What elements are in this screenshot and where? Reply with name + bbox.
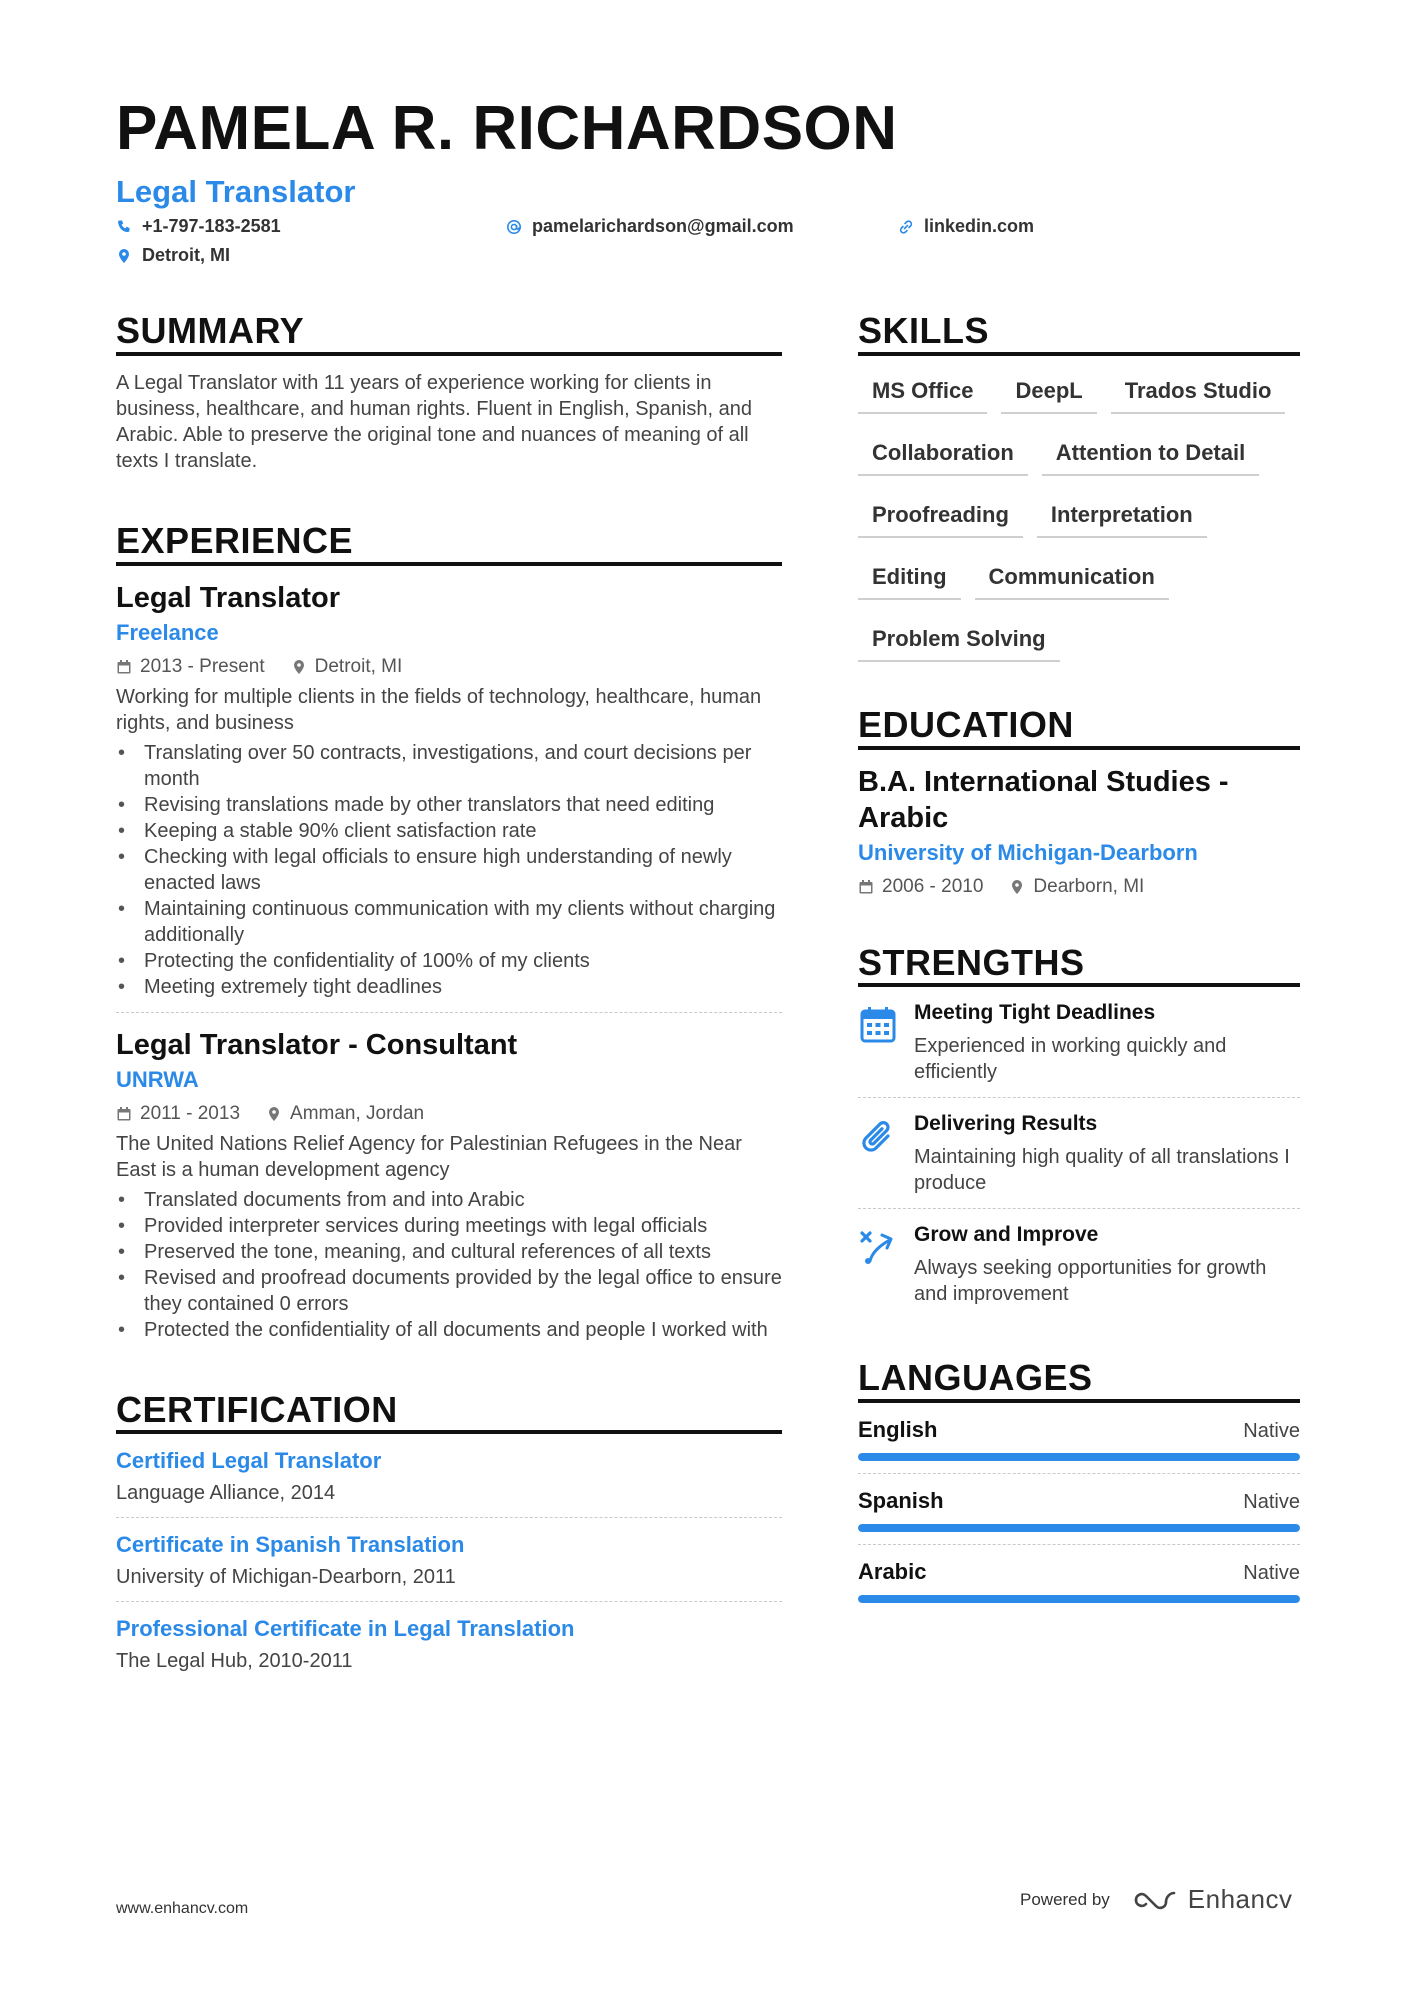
calendar-icon	[858, 879, 874, 895]
list-item: • Revising translations made by other translators that need editing	[116, 792, 782, 818]
language-item	[858, 1417, 1300, 1461]
enhancv-logo-icon	[1132, 1888, 1178, 1912]
list-item: • Protecting the confidentiality of 100% of my clients	[116, 948, 782, 974]
list-item: • Revised and proofread documents provided by the legal office to ensure they contained 0 errors	[116, 1265, 782, 1317]
divider	[858, 1544, 1300, 1545]
skill-tag: MS Office	[858, 370, 987, 414]
powered-by-text: Powered by	[1020, 1889, 1110, 1909]
language-level: Native	[1243, 1491, 1300, 1514]
divider	[116, 1517, 782, 1518]
job-location	[291, 656, 403, 678]
summary-heading: SUMMARY	[116, 312, 782, 356]
education-location	[1009, 876, 1144, 898]
link-text: linkedin.com	[924, 216, 1035, 236]
languages-section	[858, 1359, 1300, 1603]
skills-heading: SKILLS	[858, 312, 1300, 356]
skill-tag: Editing	[858, 556, 961, 600]
job-company: UNRWA	[116, 1066, 199, 1092]
list-item: • Meeting extremely tight deadlines	[116, 974, 782, 1000]
cert-detail: The Legal Hub, 2010-2011	[116, 1650, 353, 1673]
cert-name: Professional Certificate in Legal Translation	[116, 1616, 575, 1642]
language-item	[858, 1488, 1300, 1532]
phone-text: +1-797-183-2581	[142, 216, 281, 236]
experience-section	[116, 519, 782, 1343]
contact-email[interactable]	[506, 216, 794, 237]
footer-branding[interactable]	[1020, 1884, 1292, 1915]
strength-title: Meeting Tight Deadlines	[914, 1001, 1156, 1025]
cert-item	[116, 1532, 782, 1589]
strength-title: Delivering Results	[914, 1112, 1098, 1136]
education-dates-text: 2006 - 2010	[882, 875, 984, 897]
job-dates	[116, 656, 265, 678]
location-pin-icon	[116, 248, 132, 264]
education-heading: EDUCATION	[858, 706, 1300, 750]
candidate-name: PAMELA R. RICHARDSON	[116, 94, 898, 163]
education-location-text: Dearborn, MI	[1033, 875, 1145, 897]
education-meta	[858, 876, 1300, 898]
job-title: Legal Translator - Consultant	[116, 1028, 518, 1061]
job-bullets	[116, 740, 782, 1000]
calendar-icon	[858, 1005, 898, 1045]
job-dates-text: 2011 - 2013	[140, 1102, 241, 1124]
brand-name: Enhancv	[1187, 1884, 1293, 1914]
job-meta	[116, 656, 782, 678]
left-column	[116, 312, 782, 1673]
strength-title: Grow and Improve	[914, 1223, 1099, 1247]
skill-tag: Interpretation	[1037, 494, 1207, 538]
divider	[858, 1473, 1300, 1474]
language-level: Native	[1243, 1420, 1300, 1443]
language-name: Spanish	[858, 1488, 944, 1514]
language-bar-fill	[858, 1595, 1300, 1603]
location-pin-icon	[1009, 879, 1025, 895]
list-item: • Protected the confidentiality of all documents and people I worked with	[116, 1317, 782, 1343]
calendar-icon	[116, 659, 132, 675]
skill-tag: Problem Solving	[858, 618, 1060, 662]
strength-item	[858, 1112, 1300, 1196]
footer-website[interactable]: www.enhancv.com	[116, 1900, 249, 1917]
divider	[116, 1012, 782, 1013]
strength-description: Experienced in working quickly and efficiently	[914, 1035, 1227, 1084]
certification-section	[116, 1388, 782, 1674]
job-location	[266, 1103, 424, 1125]
strengths-section	[858, 941, 1300, 1308]
language-level: Native	[1243, 1562, 1300, 1585]
job-description: The United Nations Relief Agency for Palestinian Refugees in the Near East is a human development agency	[116, 1132, 742, 1181]
strength-item	[858, 1001, 1300, 1085]
at-icon	[506, 219, 522, 235]
divider	[858, 1208, 1300, 1209]
calendar-icon	[116, 1106, 132, 1122]
email-text: pamelarichardson@gmail.com	[532, 216, 794, 236]
location-pin-icon	[291, 659, 307, 675]
brand-logo	[1132, 1884, 1293, 1915]
education-dates	[858, 876, 983, 898]
skill-tag: Attention to Detail	[1042, 432, 1259, 476]
right-column	[858, 312, 1300, 1603]
phone-icon	[116, 219, 132, 235]
language-bar-fill	[858, 1453, 1300, 1461]
job-location-text: Amman, Jordan	[290, 1102, 425, 1124]
strategy-icon	[858, 1227, 898, 1267]
experience-heading: EXPERIENCE	[116, 522, 782, 566]
summary-section	[116, 312, 782, 474]
strengths-heading: STRENGTHS	[858, 944, 1300, 988]
skills-list	[858, 370, 1300, 662]
skill-tag: Communication	[975, 556, 1169, 600]
language-bar-fill	[858, 1524, 1300, 1532]
skill-tag: Trados Studio	[1111, 370, 1286, 414]
list-item: • Preserved the tone, meaning, and cultural references of all texts	[116, 1239, 782, 1265]
list-item: • Translating over 50 contracts, investigations, and court decisions per month	[116, 740, 782, 792]
list-item: • Keeping a stable 90% client satisfaction rate	[116, 818, 782, 844]
degree-title: B.A. International Studies - Arabic	[858, 765, 1229, 834]
language-name: English	[858, 1417, 938, 1443]
job-dates-text: 2013 - Present	[140, 655, 265, 677]
location-pin-icon	[266, 1106, 282, 1122]
cert-detail: University of Michigan-Dearborn, 2011	[116, 1566, 456, 1589]
job-company: Freelance	[116, 619, 219, 645]
list-item: • Checking with legal officials to ensure high understanding of newly enacted laws	[116, 844, 782, 896]
job-dates	[116, 1103, 240, 1125]
list-item: • Translated documents from and into Arabic	[116, 1187, 782, 1213]
language-item	[858, 1559, 1300, 1603]
certification-heading: CERTIFICATION	[116, 1391, 782, 1435]
strength-description: Always seeking opportunities for growth and improvement	[914, 1257, 1267, 1306]
language-bar	[858, 1595, 1300, 1603]
job-description: Working for multiple clients in the fields of technology, healthcare, human rights, and business	[116, 685, 762, 734]
language-bar	[858, 1453, 1300, 1461]
strength-item	[858, 1223, 1300, 1307]
contact-link[interactable]	[898, 216, 1034, 237]
cert-name: Certified Legal Translator	[116, 1448, 382, 1474]
job-entry	[116, 580, 782, 1000]
strength-description: Maintaining high quality of all translations I produce	[914, 1146, 1290, 1195]
skill-tag: DeepL	[1001, 370, 1096, 414]
paperclip-icon	[858, 1116, 898, 1156]
list-item: • Provided interpreter services during meetings with legal officials	[116, 1213, 782, 1239]
cert-item	[116, 1616, 782, 1673]
list-item: • Maintaining continuous communication with my clients without charging additionally	[116, 896, 782, 948]
location-text: Detroit, MI	[142, 245, 230, 265]
job-entry	[116, 1027, 782, 1343]
skills-section	[858, 312, 1300, 662]
language-name: Arabic	[858, 1559, 927, 1585]
job-location-text: Detroit, MI	[314, 655, 403, 677]
job-meta	[116, 1103, 782, 1125]
summary-text: A Legal Translator with 11 years of experience working for clients in business, healthcare, and human rights. Fluent in English, Spanish, and Arabic. Able to preserve the original tone and nuances of meaning of all texts I translate.	[116, 371, 752, 472]
contact-location	[116, 245, 230, 266]
cert-detail: Language Alliance, 2014	[116, 1482, 336, 1505]
languages-heading: LANGUAGES	[858, 1359, 1300, 1403]
job-title: Legal Translator	[116, 581, 341, 614]
school-name: University of Michigan-Dearborn	[858, 839, 1198, 865]
job-bullets	[116, 1187, 782, 1343]
cert-name: Certificate in Spanish Translation	[116, 1532, 465, 1558]
candidate-role: Legal Translator	[116, 174, 356, 209]
link-icon	[898, 219, 914, 235]
divider	[116, 1601, 782, 1602]
skill-tag: Collaboration	[858, 432, 1028, 476]
education-section	[858, 703, 1300, 898]
contact-phone[interactable]	[116, 216, 281, 237]
skill-tag: Proofreading	[858, 494, 1023, 538]
language-bar	[858, 1524, 1300, 1532]
cert-item	[116, 1448, 782, 1505]
divider	[858, 1097, 1300, 1098]
